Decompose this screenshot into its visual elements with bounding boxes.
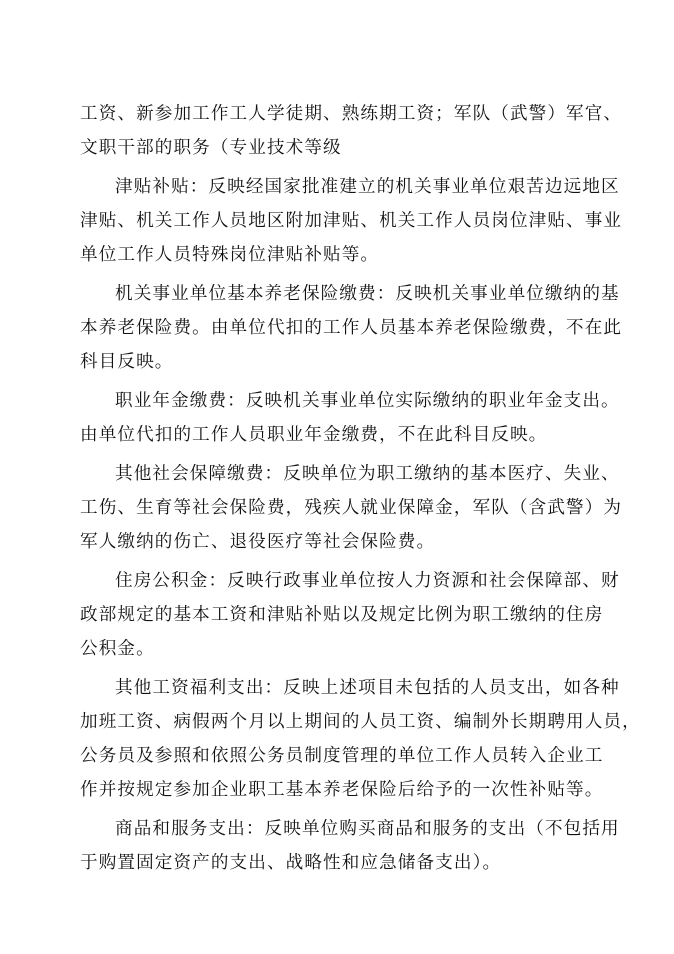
text-line: 单位工作人员特殊岗位津贴补贴等。 [80, 245, 380, 265]
paragraph-goods-services [80, 812, 620, 880]
paragraph-housing-fund [80, 564, 620, 666]
text-line: 津贴补贴：反映经国家批准建立的机关事业单位艰苦边远地区 [115, 177, 620, 197]
text-line: 军人缴纳的伤亡、退役医疗等社会保险费。 [80, 532, 436, 552]
text-line: 本养老保险费。由单位代扣的工作人员基本养老保险缴费，不在此 [80, 318, 623, 338]
text-line: 职业年金缴费：反映机关事业单位实际缴纳的职业年金支出。 [115, 391, 620, 411]
text-line: 住房公积金：反映行政事业单位按人力资源和社会保障部、财 [115, 571, 620, 591]
text-line: 于购置固定资产的支出、战略性和应急储备支出）。 [80, 853, 502, 873]
paragraph-other-social-security [80, 457, 623, 559]
paragraph-other-wage-welfare [80, 671, 641, 807]
text-line: 工伤、生育等社会保险费，残疾人就业保障金，军队（含武警）为 [80, 498, 623, 518]
text-line: 公务员及参照和依照公务员制度管理的单位工作人员转入企业工 [80, 746, 604, 766]
paragraph-occupational-annuity [80, 384, 620, 452]
text-line: 政部规定的基本工资和津贴补贴以及规定比例为职工缴纳的住房 [80, 605, 604, 625]
text-line: 科目反映。 [80, 352, 174, 372]
text-line: 其他社会保障缴费：反映单位为职工缴纳的基本医疗、失业、 [115, 464, 620, 484]
text-line: 津贴、机关工作人员地区附加津贴、机关工作人员岗位津贴、事业 [80, 211, 623, 231]
paragraph-allowance [80, 170, 623, 272]
paragraph-wage-continued [80, 97, 623, 165]
text-line: 机关事业单位基本养老保险缴费：反映机关事业单位缴纳的基 [115, 284, 620, 304]
text-line: 作并按规定参加企业职工基本养老保险后给予的一次性补贴等。 [80, 780, 604, 800]
text-line: 加班工资、病假两个月以上期间的人员工资、编制外长期聘用人员， [80, 712, 641, 732]
document-body [80, 97, 641, 885]
paragraph-basic-pension [80, 277, 623, 379]
text-line: 公积金。 [80, 639, 155, 659]
text-line: 其他工资福利支出：反映上述项目未包括的人员支出，如各种 [115, 678, 620, 698]
text-line: 工资、新参加工作工人学徒期、熟练期工资；军队（武警）军官、 [80, 104, 623, 124]
text-line: 由单位代扣的工作人员职业年金缴费，不在此科目反映。 [80, 425, 548, 445]
text-line: 文职干部的职务（专业技术等级 [80, 138, 342, 158]
text-line: 商品和服务支出：反映单位购买商品和服务的支出（不包括用 [115, 819, 620, 839]
